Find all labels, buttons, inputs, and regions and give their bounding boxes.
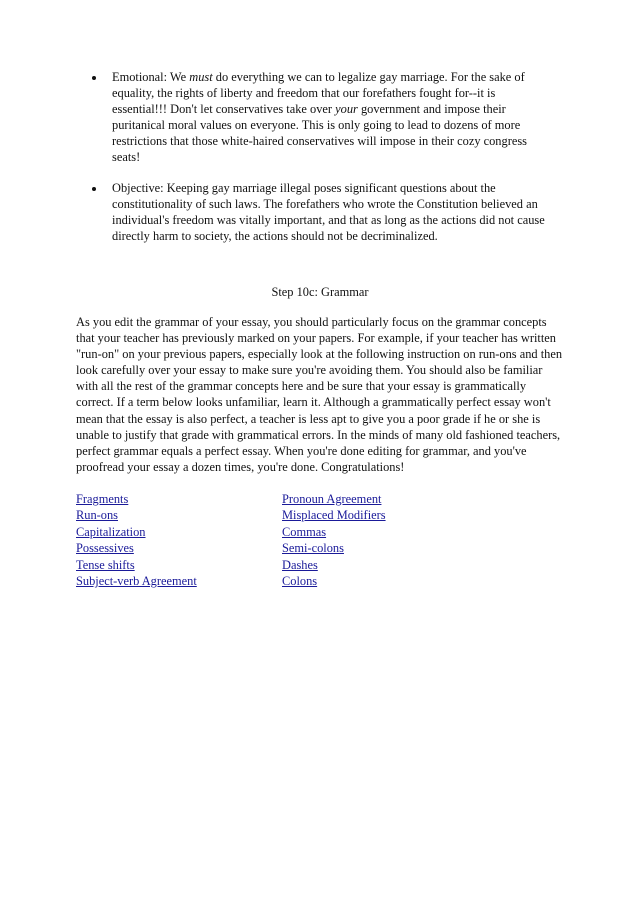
bullet-text-objective: Objective: Keeping gay marriage illegal poses significant questions about the constitutionality of such laws. The forefathers who wrote the Constitution believed an individual's freedom was vitally important, and that as long as the actions did not cause directly harm to society, the actions should not be decriminalized. xyxy=(112,180,545,243)
link-subject-verb-agreement[interactable]: Subject-verb Agreement xyxy=(76,573,197,588)
link-pronoun-agreement[interactable]: Pronoun Agreement xyxy=(282,492,382,506)
bullet-emphasis-your: your xyxy=(335,102,358,117)
section-heading: Step 10c: Grammar xyxy=(271,285,369,299)
link-misplaced-modifiers[interactable]: Misplaced Modifiers xyxy=(282,508,386,523)
link-colons[interactable]: Colons xyxy=(282,573,318,588)
link-fragments[interactable]: Fragments xyxy=(76,492,129,506)
link-tense-shifts[interactable]: Tense shifts xyxy=(76,557,135,572)
bullet-list xyxy=(112,69,552,258)
bullet-text-tail: government and impose their puritanical moral values on everyone. This is only going to lead to dozens of more restrictions that those white-haired conservatives will impose in their cozy congress seats! xyxy=(112,102,527,165)
bullet-emphasis-must: must xyxy=(189,70,213,84)
bullet-item-emotional xyxy=(112,69,552,166)
bullet-text-lead: Emotional: We xyxy=(112,70,190,84)
grammar-links-column-2 xyxy=(282,491,386,589)
bullet-text-mid: do everything we can to legalize gay marriage. For the sake of equality, the rights of liberty and freedom that our forefathers fought for--it is essential!!! Don't let conservatives take over xyxy=(112,70,525,117)
link-capitalization[interactable]: Capitalization xyxy=(76,524,146,539)
link-semi-colons[interactable]: Semi-colons xyxy=(282,541,344,556)
bullet-dot-icon xyxy=(92,76,96,80)
section-intro-paragraph: As you edit the grammar of your essay, you should particularly focus on the grammar concepts that your teacher has previously marked on your papers. For example, if your teacher has written "run-on" on your previous papers, especially look at the following instruction on run-ons and then look carefully over your essay to make sure you're avoiding them. You should also be familiar with all the rest of the grammar concepts here and be sure that your essay is grammatically correct. If a term below looks unfamiliar, learn it. Although a grammatically perfect essay won't mean that the essay is also perfect, a teacher is less apt to give you a poor grade if he or she is unable to justify that grade with grammatical errors. In the minds of many old fashioned teachers, perfect grammar equals a perfect essay. When you're done editing for grammar, and you've proofread your essay a dozen times, you're done. Congratulations! xyxy=(76,315,563,474)
link-possessives[interactable]: Possessives xyxy=(76,541,134,556)
link-run-ons[interactable]: Run-ons xyxy=(76,508,118,523)
bullet-dot-icon xyxy=(92,187,96,191)
link-commas[interactable]: Commas xyxy=(282,524,327,539)
grammar-links-column-1 xyxy=(76,491,197,589)
link-dashes[interactable]: Dashes xyxy=(282,557,318,572)
bullet-item-objective xyxy=(112,180,552,244)
